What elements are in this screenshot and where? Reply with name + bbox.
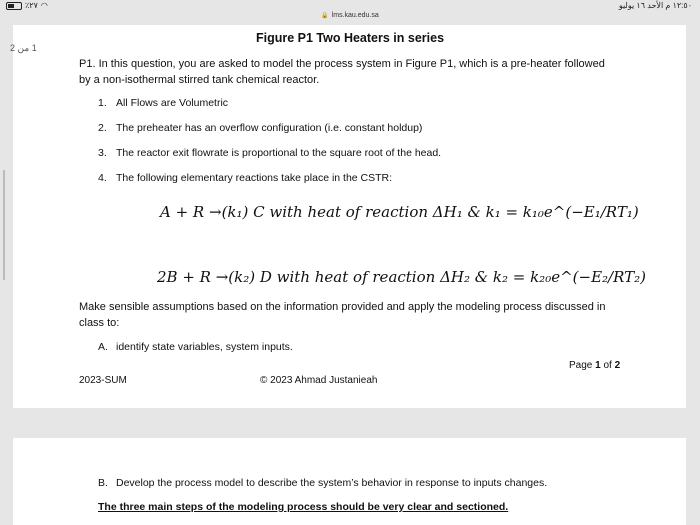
assumptions-paragraph: Make sensible assumptions based on the information provided and apply the modeling process discussed in class to: <box>79 301 606 329</box>
status-datetime: ١٢:٥٠ م الأحد ١٦ يوليو <box>618 1 692 10</box>
url-bar[interactable] <box>0 12 700 19</box>
footer-copyright: © 2023 Ahmad Justanieah <box>260 375 378 386</box>
status-left <box>6 1 48 10</box>
wifi-icon: ◠ <box>40 1 48 10</box>
list-item: 2. The preheater has an overflow configuration (i.e. constant holdup) <box>98 122 423 134</box>
list-item: 4. The following elementary reactions take place in the CSTR: <box>98 172 393 184</box>
status-bar <box>0 0 700 12</box>
task-b: B. Develop the process model to describe the system’s behavior in response to inputs changes. <box>98 477 548 489</box>
battery-percent: ٪٢٧ <box>25 1 38 10</box>
intro-paragraph: P1. In this question, you are asked to model the process system in Figure P1, which is a pre-heater followed by a non-isothermal stirred tank chemical reactor. <box>79 58 605 86</box>
list-item: 3. The reactor exit flowrate is proportional to the square root of the head. <box>98 147 442 159</box>
list-item: 1. All Flows are Volumetric <box>98 97 229 109</box>
footer-left: 2023-SUM <box>79 375 127 386</box>
document-title: Figure P1 Two Heaters in series <box>255 31 445 45</box>
page-count: Page 1 of 2 <box>569 360 621 371</box>
url-text: lms.kau.edu.sa <box>331 12 379 19</box>
battery-icon <box>6 2 22 10</box>
equation-2: 2B + R →(k₂) D with heat of reaction ΔH₂ & k₂ = k₂₀e^(−E₂/RT₂) <box>157 268 646 286</box>
task-a: A. identify state variables, system inputs. <box>98 341 293 353</box>
equation-1: A + R →(k₁) C with heat of reaction ΔH₁ & k₁ = k₁₀e^(−E₁/RT₁) <box>160 203 639 221</box>
page-indicator: 1 من 2 <box>10 43 37 53</box>
closing-instruction: The three main steps of the modeling process should be very clear and sectioned. <box>98 501 509 513</box>
lock-icon: 🔒 <box>321 13 329 19</box>
scrollbar[interactable] <box>3 170 5 280</box>
